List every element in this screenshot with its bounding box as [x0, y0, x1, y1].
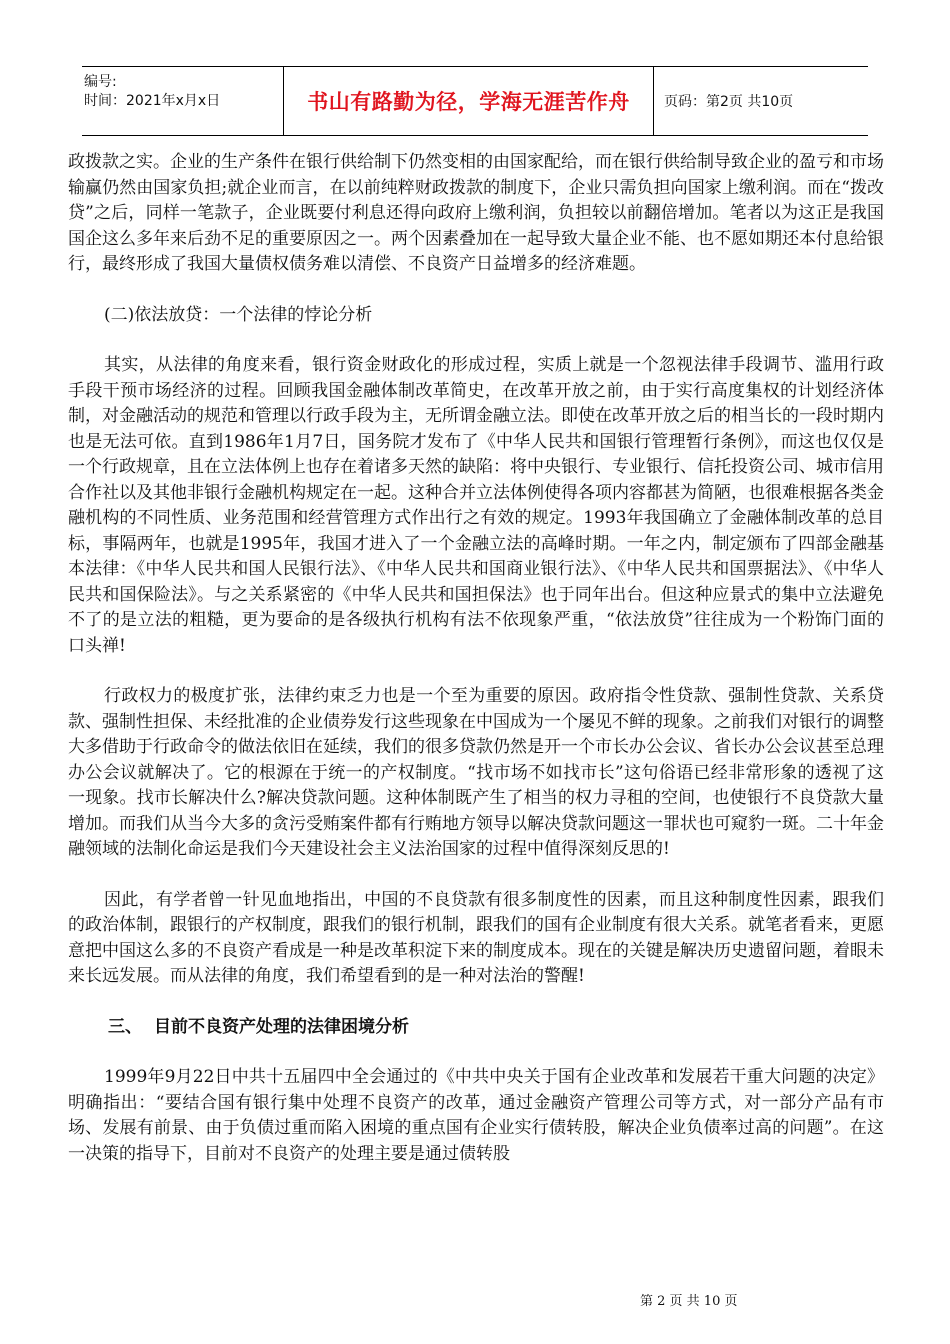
header-motto-cell [284, 67, 654, 135]
page-footer: 第 2 页 共 10 页 [640, 1294, 738, 1309]
paragraph-5: 1999年9月22日中共十五届四中全会通过的《中共中央关于国有企业改革和发展若干重大问题的决定》明确指出：“要结合国有银行集中处理不良资产的改革，通过金融资产管理公司等方式，对一部分产品有市场、发展有前景、由于负债过重而陷入困境的重点国有企业实行债转股，解决企业负债率过高的问题”。在这一决策的指导下，目前对不良资产的处理主要是通过债转股 [68, 1067, 884, 1164]
document-time-label: 时间：2021年x月x日 [84, 93, 221, 109]
paragraph-3: 行政权力的极度扩张，法律约束乏力也是一个至为重要的原因。政府指令性贷款、强制性贷款、关系贷款、强制性担保、未经批准的企业债券发行这些现象在中国成为一个屡见不鲜的现象。之前我们对银行的调整大多借助于行政命令的做法依旧在延续，我们的很多贷款仍然是开一个市长办公会议、省长办公会议甚至总理办公会议就解决了。它的根源在于统一的产权制度。“找市场不如找市长”这句俗语已经非常形象的透视了这一现象。找市长解决什么?解决贷款问题。这种体制既产生了相当的权力寻租的空间，也使银行不良贷款大量增加。而我们从当今大多的贪污受贿案件都有行贿地方领导以解决贷款问题这一罪状也可窥豹一斑。二十年金融领域的法制化命运是我们今天建设社会主义法治国家的过程中值得深刻反思的! [68, 686, 884, 859]
section-heading-3-text: 目前不良资产处理的法律困境分析 [154, 1016, 409, 1037]
paragraph-2: 其实，从法律的角度来看，银行资金财政化的形成过程，实质上就是一个忽视法律手段调节、滥用行政手段干预市场经济的过程。回顾我国金融体制改革简史，在改革开放之前，由于实行高度集权的计划经济体制，对金融活动的规范和管理以行政手段为主，无所谓金融立法。即使在改革开放之后的相当长的一段时期内也是无法可依。直到1986年1月7日，国务院才发布了《中华人民共和国银行管理暂行条例》，而这也仅仅是一个行政规章，且在立法体例上也存在着诸多天然的缺陷：将中央银行、专业银行、信托投资公司、城市信用合作社以及其他非银行金融机构规定在一起。这种合并立法体例使得各项内容都甚为简陋，也很难根据各类金融机构的不同性质、业务范围和经营管理方式作出行之有效的规定。1993年我国确立了金融体制改革的总目标，事隔两年，也就是1995年，我国才进入了一个金融立法的高峰时期。一年之内，制定颁布了四部金融基本法律：《中华人民共和国人民银行法》、《中华人民共和国商业银行法》、《中华人民共和国票据法》、《中华人民共和国保险法》。与之关系紧密的《中华人民共和国担保法》也于同年出台。但这种应景式的集中立法避免不了的是立法的粗糙，更为要命的是各级执行机构有法不依现象严重，“依法放贷”往往成为一个粉饰门面的口头禅! [68, 355, 884, 656]
section-heading-3 [68, 1015, 884, 1041]
paragraph-1: 政拨款之实。企业的生产条件在银行供给制下仍然变相的由国家配给，而在银行供给制导致企业的盈亏和市场输赢仍然由国家负担;就企业而言，在以前纯粹财政拨款的制度下，企业只需负担向国家上缴利润。而在“拨改贷”之后，同样一笔款子，企业既要付利息还得向政府上缴利润，负担较以前翻倍增加。笔者以为这正是我国国企这么多年来后劲不足的重要原因之一。两个因素叠加在一起导致大量企业不能、也不愿如期还本付息给银行，最终形成了我国大量债权债务难以清偿、不良资产日益增多的经济难题。 [68, 152, 884, 274]
document-body [68, 150, 884, 1167]
header-meta [82, 67, 284, 135]
header-page-cell [654, 67, 868, 135]
subheading-2: (二)依法放贷：一个法律的悖论分析 [104, 304, 373, 325]
header-page-number: 页码：第2页 共10页 [664, 94, 794, 110]
paragraph-4: 因此，有学者曾一针见血地指出，中国的不良贷款有很多制度性的因素，而且这种制度性因素，跟我们的政治体制，跟银行的产权制度，跟我们的银行机制，跟我们的国有企业制度有很大关系。就笔者看来，更愿意把中国这么多的不良资产看成是一种是改革积淀下来的制度成本。现在的关键是解决历史遗留问题，着眼未来长远发展。而从法律的角度，我们希望看到的是一种对法治的警醒! [68, 889, 884, 986]
section-heading-3-number: 三、 [108, 1016, 142, 1037]
header-motto: 书山有路勤为径，学海无涯苦作舟 [307, 90, 630, 114]
header-table [82, 66, 868, 136]
document-number-label: 编号: [84, 74, 117, 90]
